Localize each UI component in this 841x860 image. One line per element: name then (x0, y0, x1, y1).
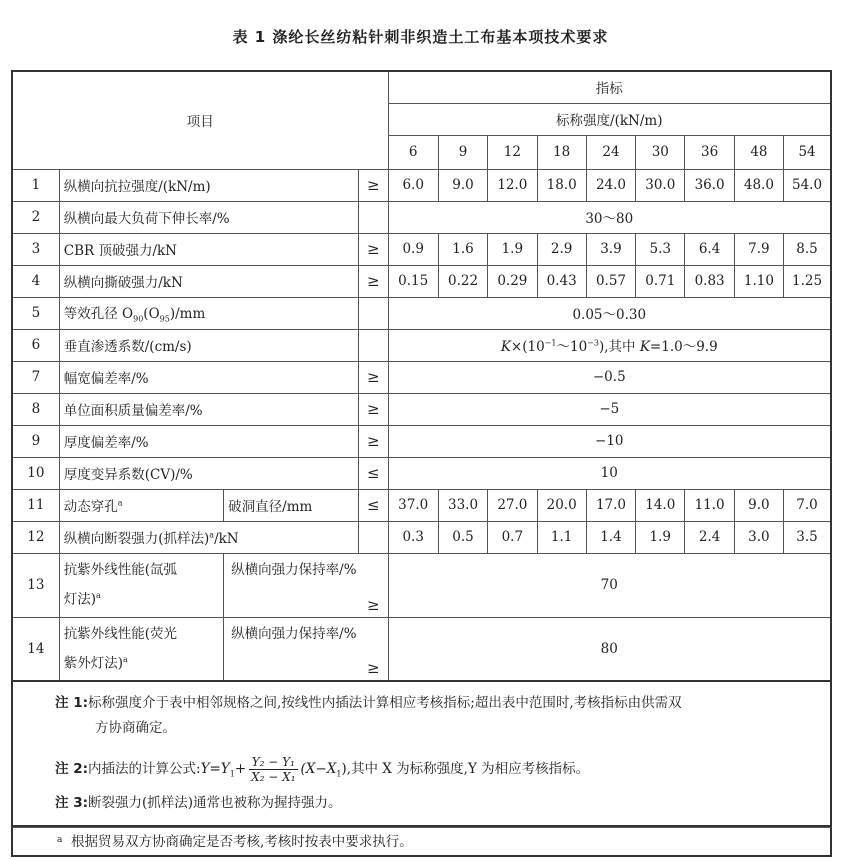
merged-value: −10 (388, 425, 831, 457)
row-symbol (358, 521, 388, 553)
interp-fraction: $\frac{\text{Y₂ − Y₁}}{\text{X₂ − X₁}}$ (251, 755, 296, 784)
value-cell: 1.9 (636, 521, 685, 553)
value-cell: 27.0 (488, 489, 537, 521)
value-cell: 1.25 (784, 265, 831, 297)
row-name: 幅宽偏差率/% (59, 361, 358, 393)
table-row (12, 169, 831, 201)
value-cell: 9.0 (438, 169, 487, 201)
value-cell: 0.43 (537, 265, 586, 297)
value-cell: 0.7 (488, 521, 537, 553)
value-cell: 6.4 (685, 233, 734, 265)
row-number: 2 (12, 201, 59, 233)
footnote (11, 827, 832, 857)
row-symbol: ≤ (358, 457, 388, 489)
row-name: 垂直渗透系数/(cm/s) (59, 329, 358, 361)
row-name: 抗紫外线性能(荧光 紫外灯法)$^a$ (59, 617, 223, 681)
row-number: 4 (12, 265, 59, 297)
grade-cell: 9 (438, 135, 487, 169)
value-cell: 0.3 (388, 521, 438, 553)
row-subname: 纵横向强力保持率/% ≥ (224, 617, 388, 681)
value-cell: 37.0 (388, 489, 438, 521)
value-cell: 6.0 (388, 169, 438, 201)
row-symbol: ≥ (358, 169, 388, 201)
row-name: 厚度变异系数(CV)/% (59, 457, 358, 489)
header-item: 项目 (12, 71, 388, 169)
value-cell: 7.9 (734, 233, 783, 265)
row-number: 10 (12, 457, 59, 489)
value-cell: 9.0 (734, 489, 783, 521)
merged-value: −0.5 (388, 361, 831, 393)
row-number: 5 (12, 297, 59, 329)
row-number: 11 (12, 489, 59, 521)
value-cell: 0.83 (685, 265, 734, 297)
row-name: 单位面积质量偏差率/% (59, 393, 358, 425)
row-name: 纵横向最大负荷下伸长率/% (59, 201, 358, 233)
table-row (12, 265, 831, 297)
value-cell: 8.5 (784, 233, 831, 265)
row-symbol: ≤ (358, 489, 388, 521)
grade-cell: 6 (388, 135, 438, 169)
merged-value: 80 (388, 617, 831, 681)
value-cell: 11.0 (685, 489, 734, 521)
value-cell: 5.3 (636, 233, 685, 265)
value-cell: 1.9 (488, 233, 537, 265)
note-1: 注 1:标称强度介于表中相邻规格之间,按线性内插法计算相应考核指标;超出表中范围时,考核指标由供需双 方协商确定。 (55, 695, 682, 736)
row-name: 抗紫外线性能(氙弧 灯法)$^a$ (59, 553, 223, 617)
note-2: 注 2:内插法的计算公式$:Y=Y_1+$ $\frac{\text{Y₂ − Y₁}}{\text{X₂ − X₁}}$ $(X-X_1)$,其中 X 为标称强度,Y 为相应考核指标。 (55, 755, 590, 784)
value-cell: 20.0 (537, 489, 586, 521)
table-row (12, 521, 831, 553)
row-number: 9 (12, 425, 59, 457)
grade-cell: 48 (734, 135, 783, 169)
value-cell: 0.57 (586, 265, 635, 297)
row-number: 7 (12, 361, 59, 393)
value-cell: 18.0 (537, 169, 586, 201)
grade-cell: 12 (488, 135, 537, 169)
value-cell: 0.22 (438, 265, 487, 297)
row-name: 动态穿孔$^a$ (59, 489, 223, 521)
value-cell: 0.15 (388, 265, 438, 297)
value-cell: 17.0 (586, 489, 635, 521)
merged-value: 10 (388, 457, 831, 489)
value-cell: 14.0 (636, 489, 685, 521)
value-cell: 0.29 (488, 265, 537, 297)
table-row (12, 233, 831, 265)
spec-table (11, 70, 832, 682)
note-3: 注 3:断裂强力(抓样法)通常也被称为握持强力。 (55, 795, 342, 811)
row-symbol: ≥ (358, 265, 388, 297)
grade-cell: 30 (636, 135, 685, 169)
row-name: 纵横向断裂强力(抓样法)$^a$/kN (59, 521, 358, 553)
table-row (12, 361, 831, 393)
value-cell: 2.9 (537, 233, 586, 265)
value-cell: 1.1 (537, 521, 586, 553)
value-cell: 30.0 (636, 169, 685, 201)
row-symbol (358, 201, 388, 233)
row-symbol: ≥ (358, 393, 388, 425)
table-row (12, 457, 831, 489)
footnote-text: 根据贸易双方协商确定是否考核,考核时按表中要求执行。 (71, 834, 413, 850)
row-name: 纵横向撕破强力/kN (59, 265, 358, 297)
value-cell: 24.0 (586, 169, 635, 201)
value-cell: 1.10 (734, 265, 783, 297)
value-cell: 0.5 (438, 521, 487, 553)
row-symbol (358, 297, 388, 329)
footnote-mark: a (57, 835, 63, 845)
row-number: 6 (12, 329, 59, 361)
table-row (12, 201, 831, 233)
merged-value: 0.05～0.30 (388, 297, 831, 329)
value-cell: 2.4 (685, 521, 734, 553)
row-subname: 破洞直径/mm (224, 489, 359, 521)
row-number: 1 (12, 169, 59, 201)
row-number: 12 (12, 521, 59, 553)
row-name: 等效孔径 $O_{90}(O_{95})/mm$ (59, 297, 358, 329)
value-cell: 1.6 (438, 233, 487, 265)
merged-value: −5 (388, 393, 831, 425)
row-name: 厚度偏差率/% (59, 425, 358, 457)
grade-cell: 54 (784, 135, 831, 169)
value-cell: 48.0 (734, 169, 783, 201)
table-row (12, 425, 831, 457)
header-index: 指标 (388, 71, 831, 103)
value-cell: 36.0 (685, 169, 734, 201)
row-symbol (358, 329, 388, 361)
row-name: CBR 顶破强力/kN (59, 233, 358, 265)
value-cell: 12.0 (488, 169, 537, 201)
row-number: 3 (12, 233, 59, 265)
value-cell: 0.71 (636, 265, 685, 297)
value-cell: 1.4 (586, 521, 635, 553)
merged-value: 30～80 (388, 201, 831, 233)
merged-value: $K\times(10^{-1}\sim 10^{-3})$,其中 K=1.0～9.9 (388, 329, 831, 361)
table-title: 表 1 涤纶长丝纺粘针刺非织造土工布基本项技术要求 (232, 28, 609, 46)
table-row (12, 329, 831, 361)
grade-cell: 18 (537, 135, 586, 169)
value-cell: 33.0 (438, 489, 487, 521)
value-cell: 3.0 (734, 521, 783, 553)
table-row (12, 393, 831, 425)
value-cell: 3.5 (784, 521, 831, 553)
row-number: 13 (12, 553, 59, 617)
value-cell: 0.9 (388, 233, 438, 265)
table-row (12, 617, 831, 681)
value-cell: 3.9 (586, 233, 635, 265)
merged-value: 70 (388, 553, 831, 617)
row-number: 8 (12, 393, 59, 425)
table-row (12, 297, 831, 329)
value-cell: 7.0 (784, 489, 831, 521)
grade-cell: 24 (586, 135, 635, 169)
row-number: 14 (12, 617, 59, 681)
row-symbol: ≥ (358, 233, 388, 265)
table-row (12, 489, 831, 521)
grade-cell: 36 (685, 135, 734, 169)
value-cell: 54.0 (784, 169, 831, 201)
table-row (12, 553, 831, 617)
row-name: 纵横向抗拉强度/(kN/m) (59, 169, 358, 201)
header-strength: 标称强度/(kN/m) (388, 103, 831, 135)
row-symbol: ≥ (358, 425, 388, 457)
row-subname: 纵横向强力保持率/% ≥ (224, 553, 388, 617)
row-symbol: ≥ (358, 361, 388, 393)
notes-block (11, 679, 832, 827)
